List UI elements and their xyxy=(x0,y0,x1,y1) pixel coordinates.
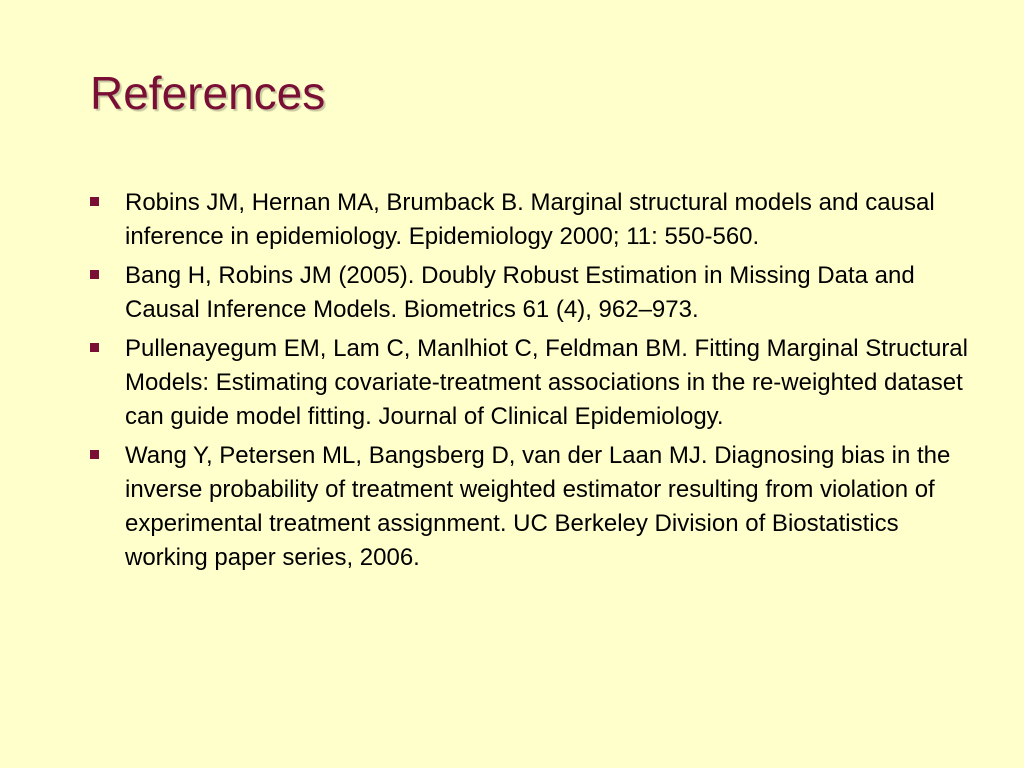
reference-item xyxy=(88,186,978,254)
square-bullet-icon xyxy=(90,197,99,206)
square-bullet-icon xyxy=(90,343,99,352)
reference-item xyxy=(88,439,978,575)
slide-title: References xyxy=(90,67,326,119)
reference-text: Wang Y, Petersen ML, Bangsberg D, van der Laan MJ. Diagnosing bias in the inverse probability of treatment weighted estimator resulting from violation of experimental treatment assignment. UC Berkeley Division of Biostatistics working paper series, 2006. xyxy=(125,442,951,571)
reference-item xyxy=(88,332,978,434)
reference-text: Bang H, Robins JM (2005). Doubly Robust Estimation in Missing Data and Causal Inference Models. Biometrics 61 (4), 962–973. xyxy=(125,262,915,323)
reference-item xyxy=(88,259,978,327)
reference-text: Robins JM, Hernan MA, Brumback B. Marginal structural models and causal inference in epidemiology. Epidemiology 2000; 11: 550-560. xyxy=(125,189,935,250)
reference-text: Pullenayegum EM, Lam C, Manlhiot C, Feldman BM. Fitting Marginal Structural Models: Estimating covariate-treatment associations in the re-weighted dataset can guide model fitting. Journal of Clinical Epidemiology. xyxy=(125,335,968,430)
square-bullet-icon xyxy=(90,270,99,279)
square-bullet-icon xyxy=(90,450,99,459)
reference-list xyxy=(88,186,978,580)
